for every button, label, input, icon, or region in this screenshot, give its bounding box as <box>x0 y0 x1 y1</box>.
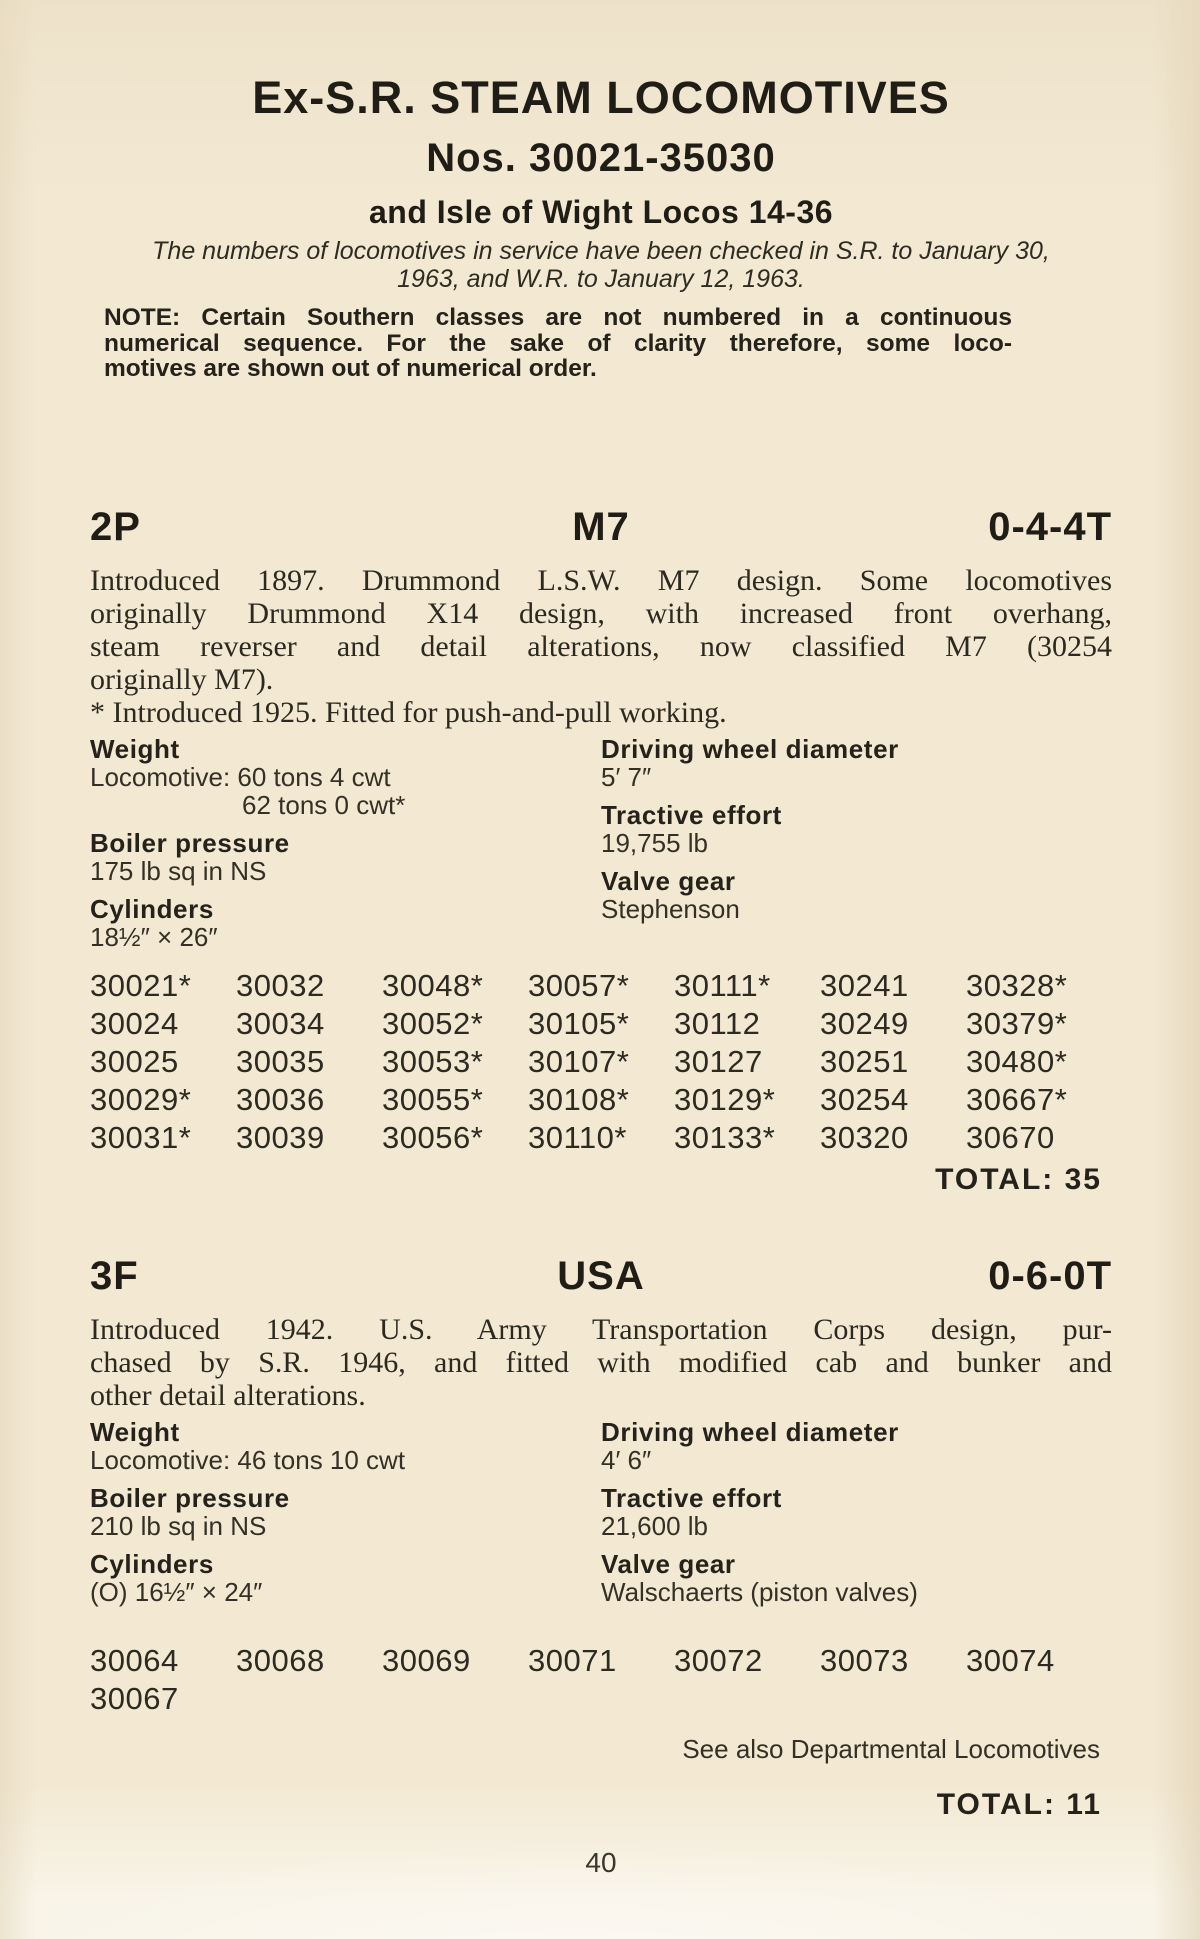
spec-group <box>601 735 1112 791</box>
spec-label: Driving wheel diameter <box>601 733 899 764</box>
description-line: steam reverser and detail alterations, now classified M7 (30254 <box>90 629 1112 663</box>
spec-columns-m7 <box>90 735 1112 961</box>
spec-label: Valve gear <box>601 1548 736 1579</box>
description-line: other detail alterations. <box>90 1378 366 1412</box>
loco-number: 30112 <box>674 1005 761 1041</box>
loco-number: 30129* <box>674 1081 776 1117</box>
spec-group <box>90 1418 601 1474</box>
loco-number: 30056* <box>382 1119 484 1155</box>
total-count-m7: TOTAL: 35 <box>935 1162 1102 1196</box>
spec-value: Locomotive: 60 tons 4 cwt <box>90 761 391 792</box>
spec-label: Tractive effort <box>601 799 782 830</box>
loco-number: 30036 <box>236 1081 325 1117</box>
loco-number: 30057* <box>528 967 630 1003</box>
spec-group <box>601 1418 1112 1474</box>
page-content <box>0 70 1200 1878</box>
spec-value: 21,600 lb <box>601 1510 708 1541</box>
spec-label: Cylinders <box>90 1548 214 1579</box>
loco-number: 30073 <box>820 1642 909 1678</box>
spec-label: Cylinders <box>90 893 214 924</box>
loco-number: 30025 <box>90 1043 179 1079</box>
power-class: 3F <box>90 1253 139 1298</box>
page-number: 40 <box>585 1846 617 1878</box>
spec-group <box>601 1484 1112 1540</box>
loco-number: 30127 <box>674 1043 763 1079</box>
section-header-usa <box>90 1253 1112 1299</box>
loco-number: 30072 <box>674 1642 763 1678</box>
specs-right-m7 <box>601 735 1112 961</box>
loco-number: 30068 <box>236 1642 325 1678</box>
loco-number: 30053* <box>382 1043 484 1079</box>
description-line: chased by S.R. 1946, and fitted with modified cab and bunker and <box>90 1345 1112 1379</box>
spec-value: 19,755 lb <box>601 827 708 858</box>
loco-number: 30670 <box>966 1119 1055 1155</box>
loco-number: 30064 <box>90 1642 179 1678</box>
loco-number: 30105* <box>528 1005 630 1041</box>
class-name: USA <box>557 1253 645 1298</box>
section-header-m7 <box>90 504 1112 550</box>
power-class: 2P <box>90 504 141 549</box>
loco-number: 30251 <box>820 1043 909 1079</box>
loco-number: 30133* <box>674 1119 776 1155</box>
loco-number: 30241 <box>820 967 909 1003</box>
spec-label: Boiler pressure <box>90 1482 290 1513</box>
spec-value: 175 lb sq in NS <box>90 855 267 886</box>
scanned-book-page <box>0 70 1200 1939</box>
loco-number: 30052* <box>382 1005 484 1041</box>
spec-value: 4′ 6″ <box>601 1444 652 1475</box>
total-count-usa: TOTAL: 11 <box>936 1787 1102 1821</box>
loco-number: 30048* <box>382 967 484 1003</box>
loco-number: 30379* <box>966 1005 1068 1041</box>
spec-group <box>90 895 601 951</box>
description-line: originally Drummond X14 design, with increased front overhang, <box>90 596 1112 630</box>
loco-number: 30071 <box>528 1642 617 1678</box>
spec-label: Driving wheel diameter <box>601 1416 899 1447</box>
note-paragraph <box>104 305 1012 382</box>
spec-label: Tractive effort <box>601 1482 782 1513</box>
loco-number: 30035 <box>236 1043 325 1079</box>
description-line: originally M7). <box>90 662 274 696</box>
specs-right-usa <box>601 1418 1112 1616</box>
loco-number: 30328* <box>966 967 1068 1003</box>
numbers-checked-note <box>90 238 1112 293</box>
specs-left-m7 <box>90 735 601 961</box>
loco-number: 30254 <box>820 1081 909 1117</box>
spec-group <box>90 1484 601 1540</box>
spec-group <box>601 801 1112 857</box>
loco-number: 30021* <box>90 967 192 1003</box>
class-description-m7 <box>90 564 1112 696</box>
spec-value: Locomotive: 46 tons 10 cwt <box>90 1444 406 1475</box>
see-also-reference: See also Departmental Locomotives <box>682 1733 1100 1764</box>
spec-columns-usa <box>90 1418 1112 1616</box>
class-description-usa <box>90 1313 1112 1412</box>
loco-number: 30074 <box>966 1642 1055 1678</box>
loco-number: 30067 <box>90 1680 179 1716</box>
loco-number: 30039 <box>236 1119 325 1155</box>
loco-number: 30320 <box>820 1119 909 1155</box>
loco-number: 30024 <box>90 1005 179 1041</box>
page-title-line3: and Isle of Wight Locos 14-36 <box>368 194 834 230</box>
loco-number: 30034 <box>236 1005 325 1041</box>
note-line: numerical sequence. For the sake of clarity therefore, some loco- <box>104 329 1012 357</box>
spec-label: Weight <box>90 1416 180 1447</box>
loco-number: 30032 <box>236 967 325 1003</box>
loco-number: 30111* <box>674 967 771 1003</box>
loco-number: 30069 <box>382 1642 471 1678</box>
spec-value: Stephenson <box>601 893 740 924</box>
spec-label: Valve gear <box>601 865 736 896</box>
spec-value: 18½″ × 26″ <box>90 921 218 952</box>
spec-value: 5′ 7″ <box>601 761 652 792</box>
spec-group <box>601 1550 1112 1606</box>
page-title-line2: Nos. 30021-35030 <box>426 136 776 180</box>
loco-number-table-usa <box>90 1642 1112 1718</box>
loco-number: 30110* <box>528 1119 627 1155</box>
note-line: motives are shown out of numerical order. <box>104 355 597 382</box>
loco-number: 30480* <box>966 1043 1068 1079</box>
checked-note-line: 1963, and W.R. to January 12, 1963. <box>397 264 805 293</box>
loco-number: 30667* <box>966 1081 1068 1117</box>
loco-number: 30029* <box>90 1081 192 1117</box>
wheel-arrangement: 0-6-0T <box>988 1253 1113 1298</box>
loco-number-table-m7 <box>90 967 1112 1157</box>
checked-note-line: The numbers of locomotives in service have been checked in S.R. to January 30, <box>152 237 1050 265</box>
wheel-arrangement: 0-4-4T <box>988 504 1113 549</box>
loco-number: 30055* <box>382 1081 484 1117</box>
spec-value: 210 lb sq in NS <box>90 1510 267 1541</box>
loco-number: 30031* <box>90 1119 192 1155</box>
class-name: M7 <box>572 504 630 549</box>
spec-group <box>90 735 601 819</box>
class-footnote-m7: * Introduced 1925. Fitted for push-and-pull working. <box>90 695 727 729</box>
spec-label: Weight <box>90 733 180 764</box>
note-line: NOTE: Certain Southern classes are not numbered in a continuous <box>104 304 1012 331</box>
spec-group <box>90 1550 601 1606</box>
description-line: Introduced 1897. Drummond L.S.W. M7 design. Some locomotives <box>90 563 1112 597</box>
spec-value: (O) 16½″ × 24″ <box>90 1576 263 1607</box>
loco-number: 30249 <box>820 1005 909 1041</box>
spec-value: 62 tons 0 cwt* <box>242 789 406 820</box>
spec-value: Walschaerts (piston valves) <box>601 1576 918 1607</box>
spec-group <box>601 867 1112 923</box>
description-line: Introduced 1942. U.S. Army Transportation Corps design, pur- <box>90 1312 1112 1346</box>
spec-label: Boiler pressure <box>90 827 290 858</box>
loco-number: 30107* <box>528 1043 630 1079</box>
specs-left-usa <box>90 1418 601 1616</box>
page-title-line1: Ex-S.R. STEAM LOCOMOTIVES <box>252 72 950 123</box>
loco-number: 30108* <box>528 1081 630 1117</box>
spec-group <box>90 829 601 885</box>
